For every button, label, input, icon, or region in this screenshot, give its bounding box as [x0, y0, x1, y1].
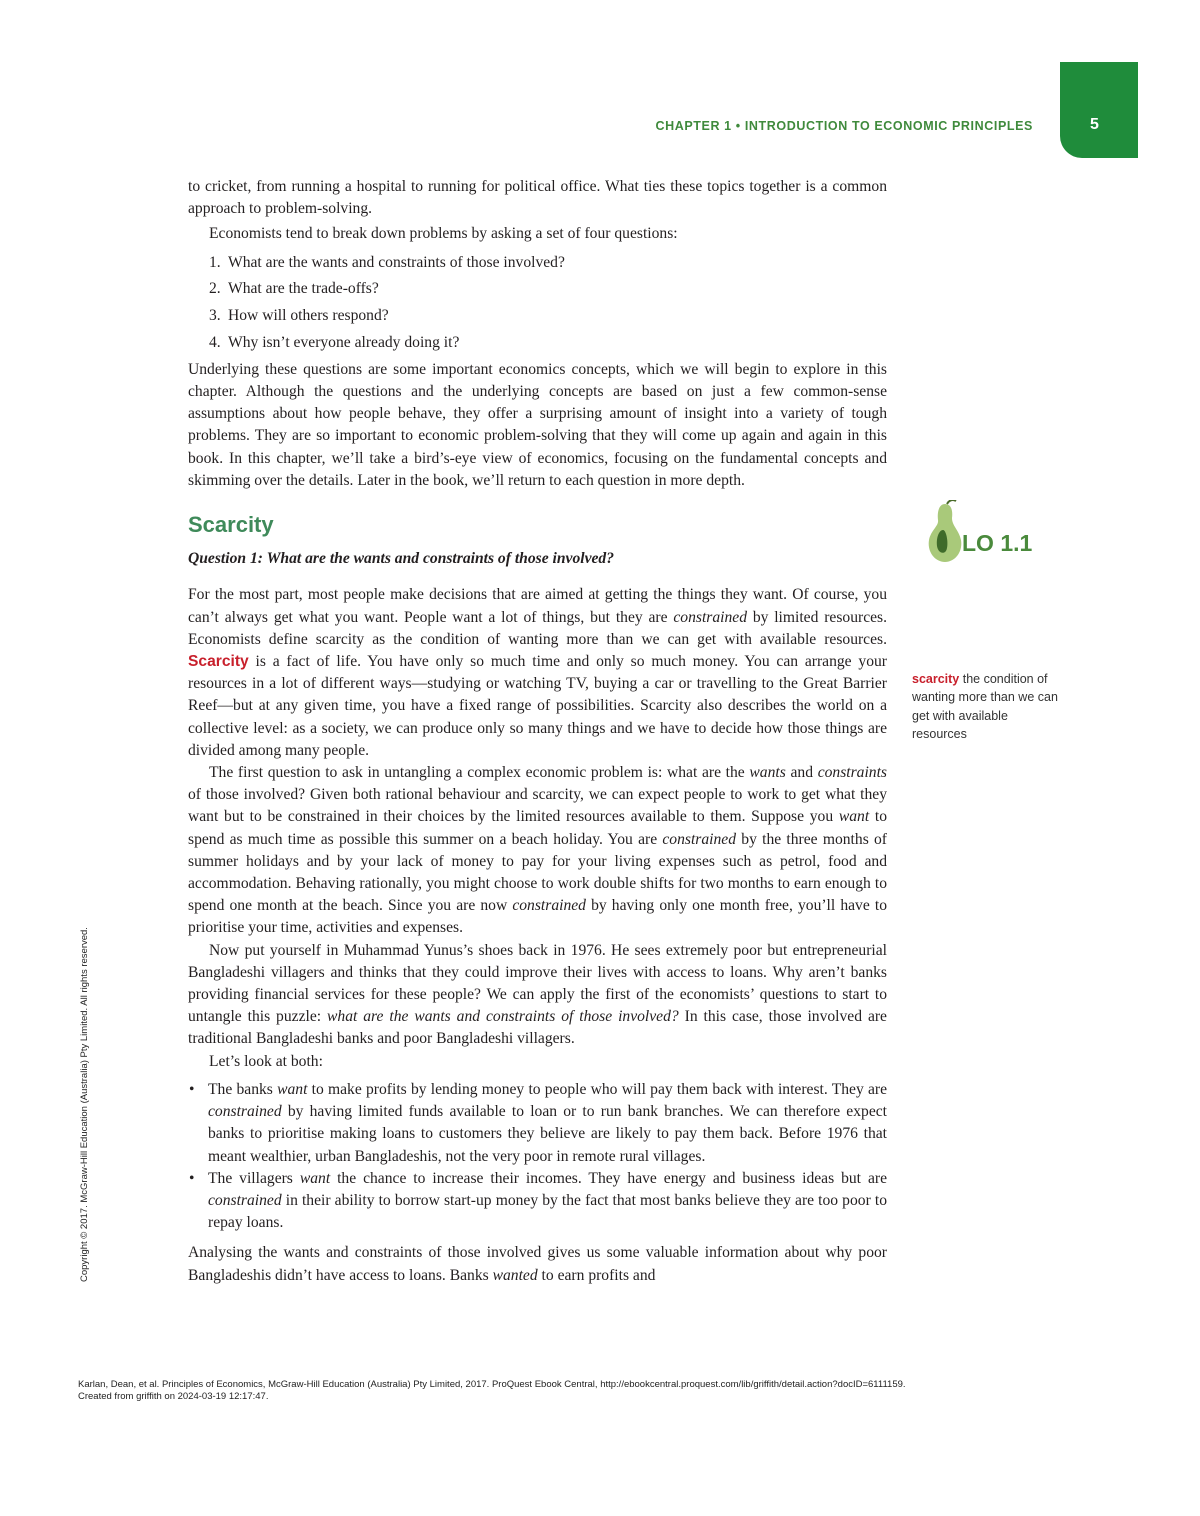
list-item: 3. How will others respond? — [209, 307, 389, 325]
list-item: 4. Why isn’t everyone already doing it? — [209, 334, 460, 351]
question-heading: Question 1: What are the wants and constraints of those involved? — [188, 550, 615, 568]
citation-line: Karlan, Dean, et al. Principles of Economics, McGraw-Hill Education (Australia) Pty Limited, 2017. ProQuest Ebook Central, http://ebookcentral.proquest.com/lib/griffith/detail.action?docID=6111159. — [78, 1379, 906, 1390]
paragraph: Let’s look at both: — [209, 1052, 323, 1070]
bullet-icon: • — [189, 1169, 195, 1187]
section-heading: Scarcity — [188, 512, 274, 538]
margin-definition: scarcity the condition of wanting more than we can get with available resources — [912, 672, 1058, 741]
paragraph: Underlying these questions are some important economics concepts, which we will begin to explore in this chapter. Although the questions and the underlying concepts are based on just a few common-sense assumptions about how people behave, they offer a surprising amount of insight into a variety of tough problems. They are so important to economic problem-solving that they will come up again and again in this book. In this chapter, we’ll take a bird’s-eye view of economics, focusing on the fundamental concepts and skimming over the details. Later in the book, we’ll return to each question in more depth. — [188, 360, 887, 489]
paragraph: For the most part, most people make decisions that are aimed at getting the things they want. Of course, you can’t always get what you want. People want a lot of things, but they are constrained by limited resources. Economists define scarcity as the condition of wanting more than we can get with available resources. Scarcity is a fact of life. You have only so much time and only so much money. You can arrange your resources in a lot of different ways—studying or watching TV, buying a car or travelling to the Great Barrier Reef—but at any given time, you have a fixed range of possibilities. Scarcity also describes the world on a collective level: as a society, we can produce only so many things and we have to decide how those things are divided among many people. — [188, 586, 887, 759]
copyright-notice: Copyright © 2017. McGraw-Hill Education (Australia) Pty Limited. All rights reserved. — [79, 927, 90, 1282]
list-item: 1. What are the wants and constraints of those involved? — [209, 253, 565, 271]
page-number-tab — [1060, 62, 1138, 158]
paragraph: Analysing the wants and constraints of those involved gives us some valuable information about why poor Bangladeshis didn’t have access to loans. Banks wanted to earn profits and — [188, 1244, 887, 1284]
main-text-column — [188, 176, 887, 1287]
paragraph: to cricket, from running a hospital to running for political office. What ties these topics together is a common approach to problem-solving. — [188, 178, 887, 218]
list-item: • The banks want to make profits by lending money to people who will pay them back with interest. They are constrained by having limited funds available to loan or to run bank branches. We can therefore expect banks to prioritise making loans to customers they believe are likely to pay them back. Before 1976 that meant wealthier, urban Bangladeshis, not the very poor in remote rural villages. — [189, 1080, 888, 1165]
definition-term: scarcity — [912, 672, 960, 686]
page-number: 5 — [1090, 116, 1099, 133]
paragraph: Now put yourself in Muhammad Yunus’s shoes back in 1976. He sees extremely poor but entrepreneurial Bangladeshi villagers and thinks that they could improve their lives with access to loans. Why aren’t banks providing financial services for these people? We can apply the first of the economists’ questions to start to untangle this puzzle: what are the wants and constraints of those involved? In this case, those involved are traditional Bangladeshi banks and poor Bangladeshi villagers. — [188, 941, 887, 1048]
list-item: • The villagers want the chance to increase their incomes. They have energy and business ideas but are constrained in their ability to borrow start-up money by the fact that most banks believe they are too poor to repay loans. — [189, 1169, 887, 1232]
learning-objective-label: LO 1.1 — [962, 530, 1033, 556]
four-questions-list — [209, 252, 887, 355]
citation-footer — [78, 1379, 906, 1402]
created-line: Created from griffith on 2024-03-19 12:17:47. — [78, 1390, 269, 1402]
list-item: 2. What are the trade-offs? — [209, 280, 379, 298]
paragraph: The first question to ask in untangling a complex economic problem is: what are the wants and constraints of those involved? Given both rational behaviour and scarcity, we can expect people to work to get what they want but to be constrained in their choices by the limited resources available to them. Suppose you want to spend as much time as possible this summer on a beach holiday. You are constrained by the three months of summer holidays and by your lack of money to pay for your living expenses such as petrol, food and accommodation. Behaving rationally, you might choose to work double shifts for two months to earn enough to spend one month at the beach. Since you are now constrained by having only one month free, you’ll have to prioritise your time, activities and expenses. — [188, 764, 888, 937]
key-term: Scarcity — [188, 653, 249, 671]
paragraph: Economists tend to break down problems by asking a set of four questions: — [209, 225, 678, 243]
bullet-list — [188, 1079, 887, 1234]
chapter-header: CHAPTER 1 • INTRODUCTION TO ECONOMIC PRINCIPLES — [655, 119, 1033, 133]
bullet-icon: • — [189, 1080, 195, 1098]
